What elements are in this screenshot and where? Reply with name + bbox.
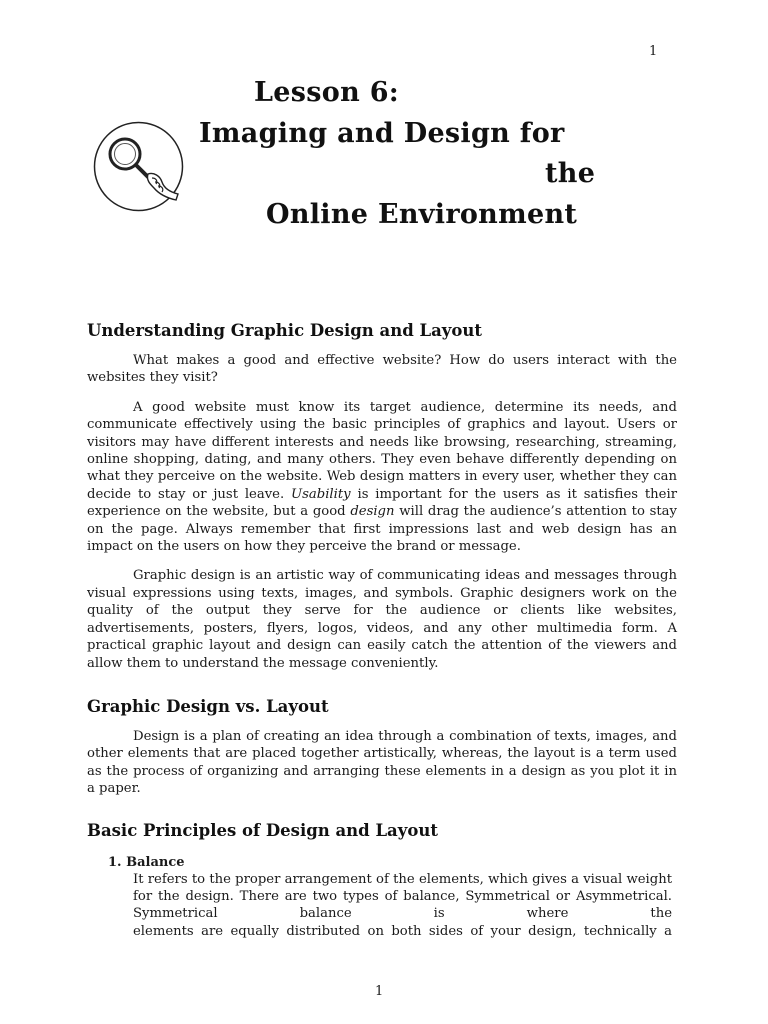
lesson-title-line-1: Lesson 6:	[254, 77, 400, 108]
page-number-bottom: 1	[375, 984, 384, 999]
section-heading-design-vs-layout: Graphic Design vs. Layout	[87, 696, 329, 716]
list-item-balance-body: It refers to the proper arrangement of the elements, which gives a visual weight for the design. There are two types of balance, Symmetrical or Asymmetrical. Symmetrical balance is where the	[133, 871, 672, 922]
paragraph-good-website: A good website must know its target audience, determine its needs, and communicate effectively using the basic principles of graphics and layout. Users or visitors may have different interests and needs like browsing, researching, streaming, online shopping, dating, and many others. They even behave differently depending on what they perceive on the website. Web design matters in every user, whether they can decide to stay or just leave. Usability is important for the users as it satisfies their experience on the website, but a good design will drag the audience’s attention to stay on the page. Always remember that first impressions last and web design has an impact on the users on how they perceive the brand or message.	[87, 399, 678, 555]
list-item-balance-title: 1. Balance	[108, 854, 185, 870]
paragraph-intro-questions: What makes a good and effective website? How do users interact with the websites they visit?	[87, 353, 677, 386]
section-heading-basic-principles: Basic Principles of Design and Layout	[87, 820, 438, 840]
section-heading-graphic-design-layout: Understanding Graphic Design and Layout	[87, 321, 482, 340]
magnifying-glass-hand-icon	[92, 120, 185, 213]
lesson-title-line-2: Imaging and Design for	[199, 118, 565, 149]
paragraph-graphic-design-definition: Graphic design is an artistic way of communicating ideas and messages through visual expressions using texts, images, and symbols. Graphic designers work on the quality of the output they serve for the audience or clients like websites, advertisements, posters, flyers, logos, videos, and any other multimedia form. A practical graphic layout and design can easily catch the attention of the viewers and allow them to understand the message conveniently.	[87, 568, 677, 671]
lesson-content	[87, 320, 677, 940]
page-number-top: 1	[649, 44, 658, 59]
list-item-balance-body-continued: elements are equally distributed on both sides of your design, technically a	[133, 923, 672, 939]
principles-list	[108, 854, 677, 941]
lesson-title-line-4: Online Environment	[266, 199, 578, 230]
paragraph-design-vs-layout: Design is a plan of creating an idea through a combination of texts, images, and other elements that are placed together artistically, whereas, the layout is a term used as the process of organizing and arranging these elements in a design as you plot it in a paper.	[87, 728, 677, 797]
lesson-title-line-3: the	[545, 158, 596, 189]
